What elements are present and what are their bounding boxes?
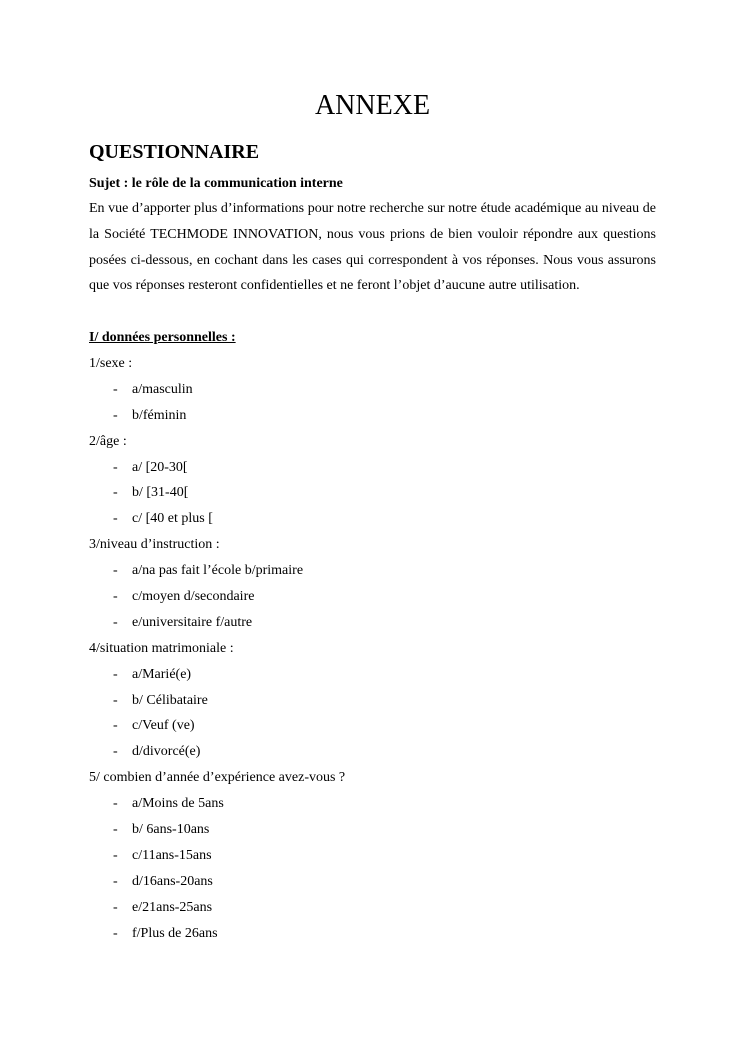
bullet-dash: -: [113, 692, 118, 708]
bullet-dash: -: [113, 666, 118, 682]
answer-option: [89, 506, 656, 532]
page-title: ANNEXE: [314, 90, 431, 121]
bullet-dash: -: [113, 485, 118, 501]
bullet-dash: -: [113, 873, 118, 889]
answer-option: [89, 688, 656, 714]
answer-option: [89, 455, 656, 481]
answer-option: [89, 843, 656, 869]
answer-option: [89, 713, 656, 739]
intro-paragraph: En vue d’apporter plus d’informations pour notre recherche sur notre étude académique au niveau de la Société TECHMODE INNOVATION, nous vous prions de bien vouloir répondre aux questions posées ci-dessous, en cochant dans les cases qui correspondent à vos réponses. Nous vous assurons que vos réponses resteront confidentielles et ne feront l’objet d’aucune autre utilisation.: [89, 201, 656, 294]
answer-option: [89, 895, 656, 921]
bullet-dash: -: [113, 718, 118, 734]
answer-option-text: b/ [31-40[: [132, 485, 189, 501]
bullet-dash: -: [113, 796, 118, 812]
answer-option-text: c/11ans-15ans: [132, 847, 212, 863]
answer-option: [89, 403, 656, 429]
bullet-dash: -: [113, 459, 118, 475]
subject-line: Sujet : le rôle de la communication interne: [89, 176, 343, 191]
answer-option-text: a/na pas fait l’école b/primaire: [132, 563, 304, 579]
answer-option-text: a/ [20-30[: [132, 459, 188, 475]
question-list: [89, 351, 656, 946]
bullet-dash: -: [113, 511, 118, 527]
answer-option-text: d/16ans-20ans: [132, 873, 213, 889]
section-title-personal-data: I/ données personnelles :: [89, 330, 236, 345]
answer-option-text: c/moyen d/secondaire: [132, 589, 255, 605]
answer-option: [89, 377, 656, 403]
answer-option-text: d/divorcé(e): [132, 744, 201, 760]
answer-option: [89, 558, 656, 584]
answer-option-text: b/ Célibataire: [132, 692, 208, 708]
answer-option-text: e/21ans-25ans: [132, 899, 213, 915]
question-label: 2/âge :: [89, 433, 127, 449]
answer-option: [89, 869, 656, 895]
answer-option-text: c/ [40 et plus [: [132, 511, 213, 527]
bullet-dash: -: [113, 847, 118, 863]
answer-option-text: a/Marié(e): [132, 666, 192, 682]
bullet-dash: -: [113, 381, 118, 397]
answer-option-text: b/féminin: [132, 407, 187, 423]
question-label: 1/sexe :: [89, 356, 133, 371]
bullet-dash: -: [113, 925, 118, 941]
bullet-dash: -: [113, 563, 118, 579]
bullet-dash: -: [113, 407, 118, 423]
answer-option-text: e/universitaire f/autre: [132, 614, 253, 630]
question-label: 3/niveau d’instruction :: [89, 537, 220, 553]
answer-option: [89, 791, 656, 817]
question-label: 5/ combien d’année d’expérience avez-vous ?: [89, 770, 346, 786]
bullet-dash: -: [113, 899, 118, 915]
answer-option: [89, 480, 656, 506]
answer-option: [89, 817, 656, 843]
bullet-dash: -: [113, 822, 118, 838]
answer-option: [89, 739, 656, 765]
bullet-dash: -: [113, 589, 118, 605]
answer-option: [89, 584, 656, 610]
answer-option-text: b/ 6ans-10ans: [132, 822, 210, 838]
questionnaire-heading: QUESTIONNAIRE: [89, 141, 260, 163]
question-label: 4/situation matrimoniale :: [89, 640, 234, 656]
answer-option: [89, 921, 656, 947]
answer-option-text: a/masculin: [132, 381, 193, 397]
answer-option-text: c/Veuf (ve): [132, 718, 195, 734]
answer-option-text: a/Moins de 5ans: [132, 796, 224, 812]
answer-option: [89, 662, 656, 688]
bullet-dash: -: [113, 614, 118, 630]
bullet-dash: -: [113, 744, 118, 760]
answer-option: [89, 610, 656, 636]
answer-option-text: f/Plus de 26ans: [132, 925, 218, 941]
